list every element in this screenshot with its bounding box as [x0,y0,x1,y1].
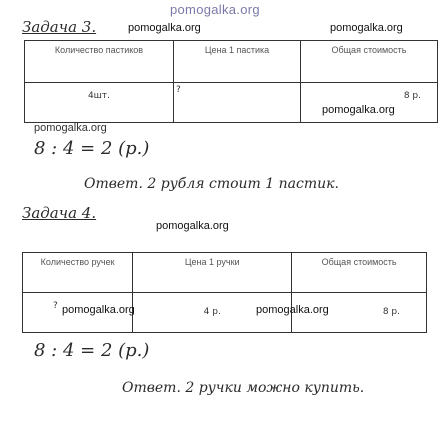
task4-answer: Ответ. 2 ручки можно купить. [122,380,365,396]
task3-equation: 8 : 4 = 2 (р.) [34,138,150,159]
task3-header-quantity: Количество пастиков [25,41,174,83]
watermark: pomogalka.org [256,304,329,316]
site-header: pomogalka.org [170,2,260,17]
watermark: pomogalka.org [62,304,135,316]
task3-cell-price: ? [174,83,301,123]
task3-cell-total: 8 р. [301,83,438,123]
task4-cell-quantity: ? [23,293,133,333]
task3-answer: Ответ. 2 рубля стоит 1 пастик. [84,176,339,192]
task4-equation: 8 : 4 = 2 (р.) [34,340,150,361]
task4-table [22,252,427,333]
watermark: pomogalka.org [330,22,403,34]
task3-label: Задача 3. [22,18,97,36]
task3-header-price: Цена 1 пастика [174,41,301,83]
watermark: pomogalka.org [156,220,229,232]
task4-cell-total: 8 р. [292,293,427,333]
watermark: pomogalka.org [34,122,107,134]
task4-cell-price: 4 р. [133,293,292,333]
watermark: pomogalka.org [322,104,395,116]
task4-header-price: Цена 1 ручки [133,253,292,293]
task4-header-quantity: Количество ручек [23,253,133,293]
task4-label: Задача 4. [22,204,97,222]
task3-cell-quantity: 4шт. [25,83,174,123]
watermark: pomogalka.org [128,22,201,34]
task4-header-total: Общая стоимость [292,253,427,293]
task3-header-total: Общая стоимость [301,41,438,83]
